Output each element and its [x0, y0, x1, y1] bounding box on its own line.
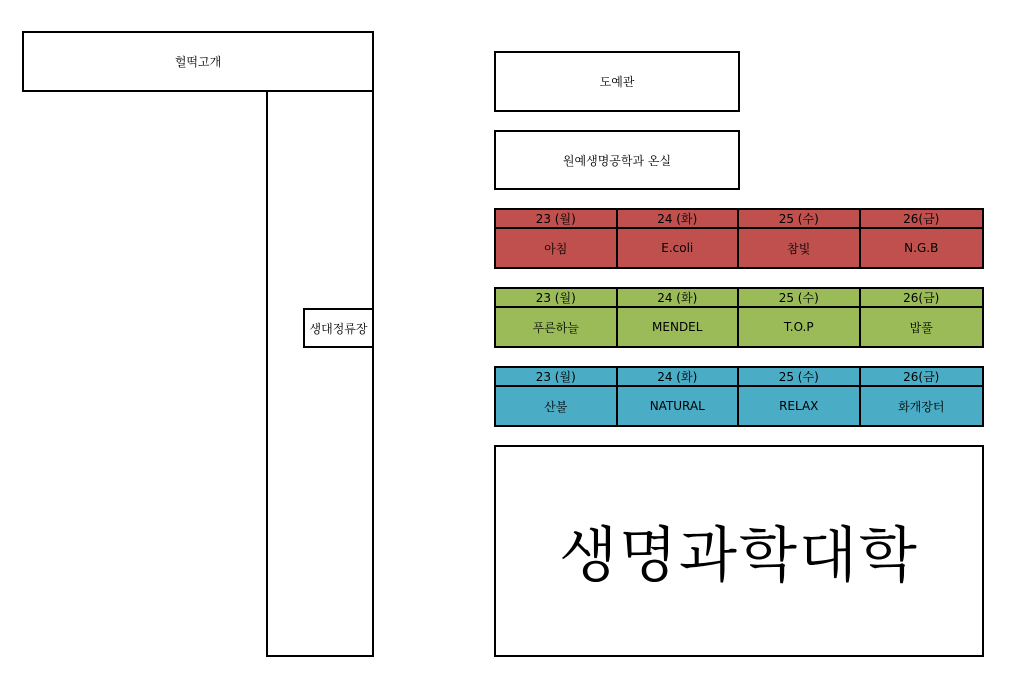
- schedule-table-green: [494, 287, 984, 348]
- day-header: 26(금): [861, 210, 983, 229]
- greenhouse-block: [494, 130, 740, 190]
- team-name-cell: T.O.P: [739, 308, 861, 346]
- day-header: 26(금): [861, 289, 983, 308]
- greenhouse-label: 원예생명공학과 온실: [562, 153, 672, 168]
- team-name-cell: E.coli: [618, 229, 740, 267]
- team-name-cell: 참빛: [739, 229, 861, 267]
- team-name-cell: 화개장터: [898, 399, 945, 414]
- bus-stop-block: [303, 308, 374, 348]
- vertical-road-block: [266, 90, 374, 657]
- schedule-table-blue: [494, 366, 984, 427]
- team-name-cell: RELAX: [739, 387, 861, 425]
- college-label: 생명과학대학: [559, 521, 919, 591]
- day-header: 23 (월): [496, 210, 618, 229]
- team-name-cell: 밥풀: [909, 320, 933, 335]
- day-header: 24 (화): [618, 289, 740, 308]
- team-name-cell: 푸른하늘: [496, 308, 618, 346]
- day-header: 25 (수): [739, 210, 861, 229]
- day-header: 23 (월): [496, 368, 618, 387]
- team-name-cell: N.G.B: [904, 241, 939, 255]
- day-header: 25 (수): [739, 368, 861, 387]
- day-header: 24 (화): [618, 368, 740, 387]
- bus-stop-label: 생대정류장: [309, 321, 368, 336]
- team-name-cell: 아침: [496, 229, 618, 267]
- day-header: 25 (수): [739, 289, 861, 308]
- team-name-cell: 산불: [496, 387, 618, 425]
- team-name-cell: MENDEL: [618, 308, 740, 346]
- day-header: 26(금): [861, 368, 983, 387]
- doye-hall-label: 도예관: [599, 75, 635, 89]
- doye-hall-block: [494, 51, 740, 112]
- college-building-block: [494, 445, 984, 657]
- day-header: 24 (화): [618, 210, 740, 229]
- schedule-table-red: [494, 208, 984, 269]
- day-header: 23 (월): [496, 289, 618, 308]
- team-name-cell: NATURAL: [618, 387, 740, 425]
- hill-road-label: 헐떡고개: [174, 55, 222, 69]
- hill-road-block: [22, 31, 374, 92]
